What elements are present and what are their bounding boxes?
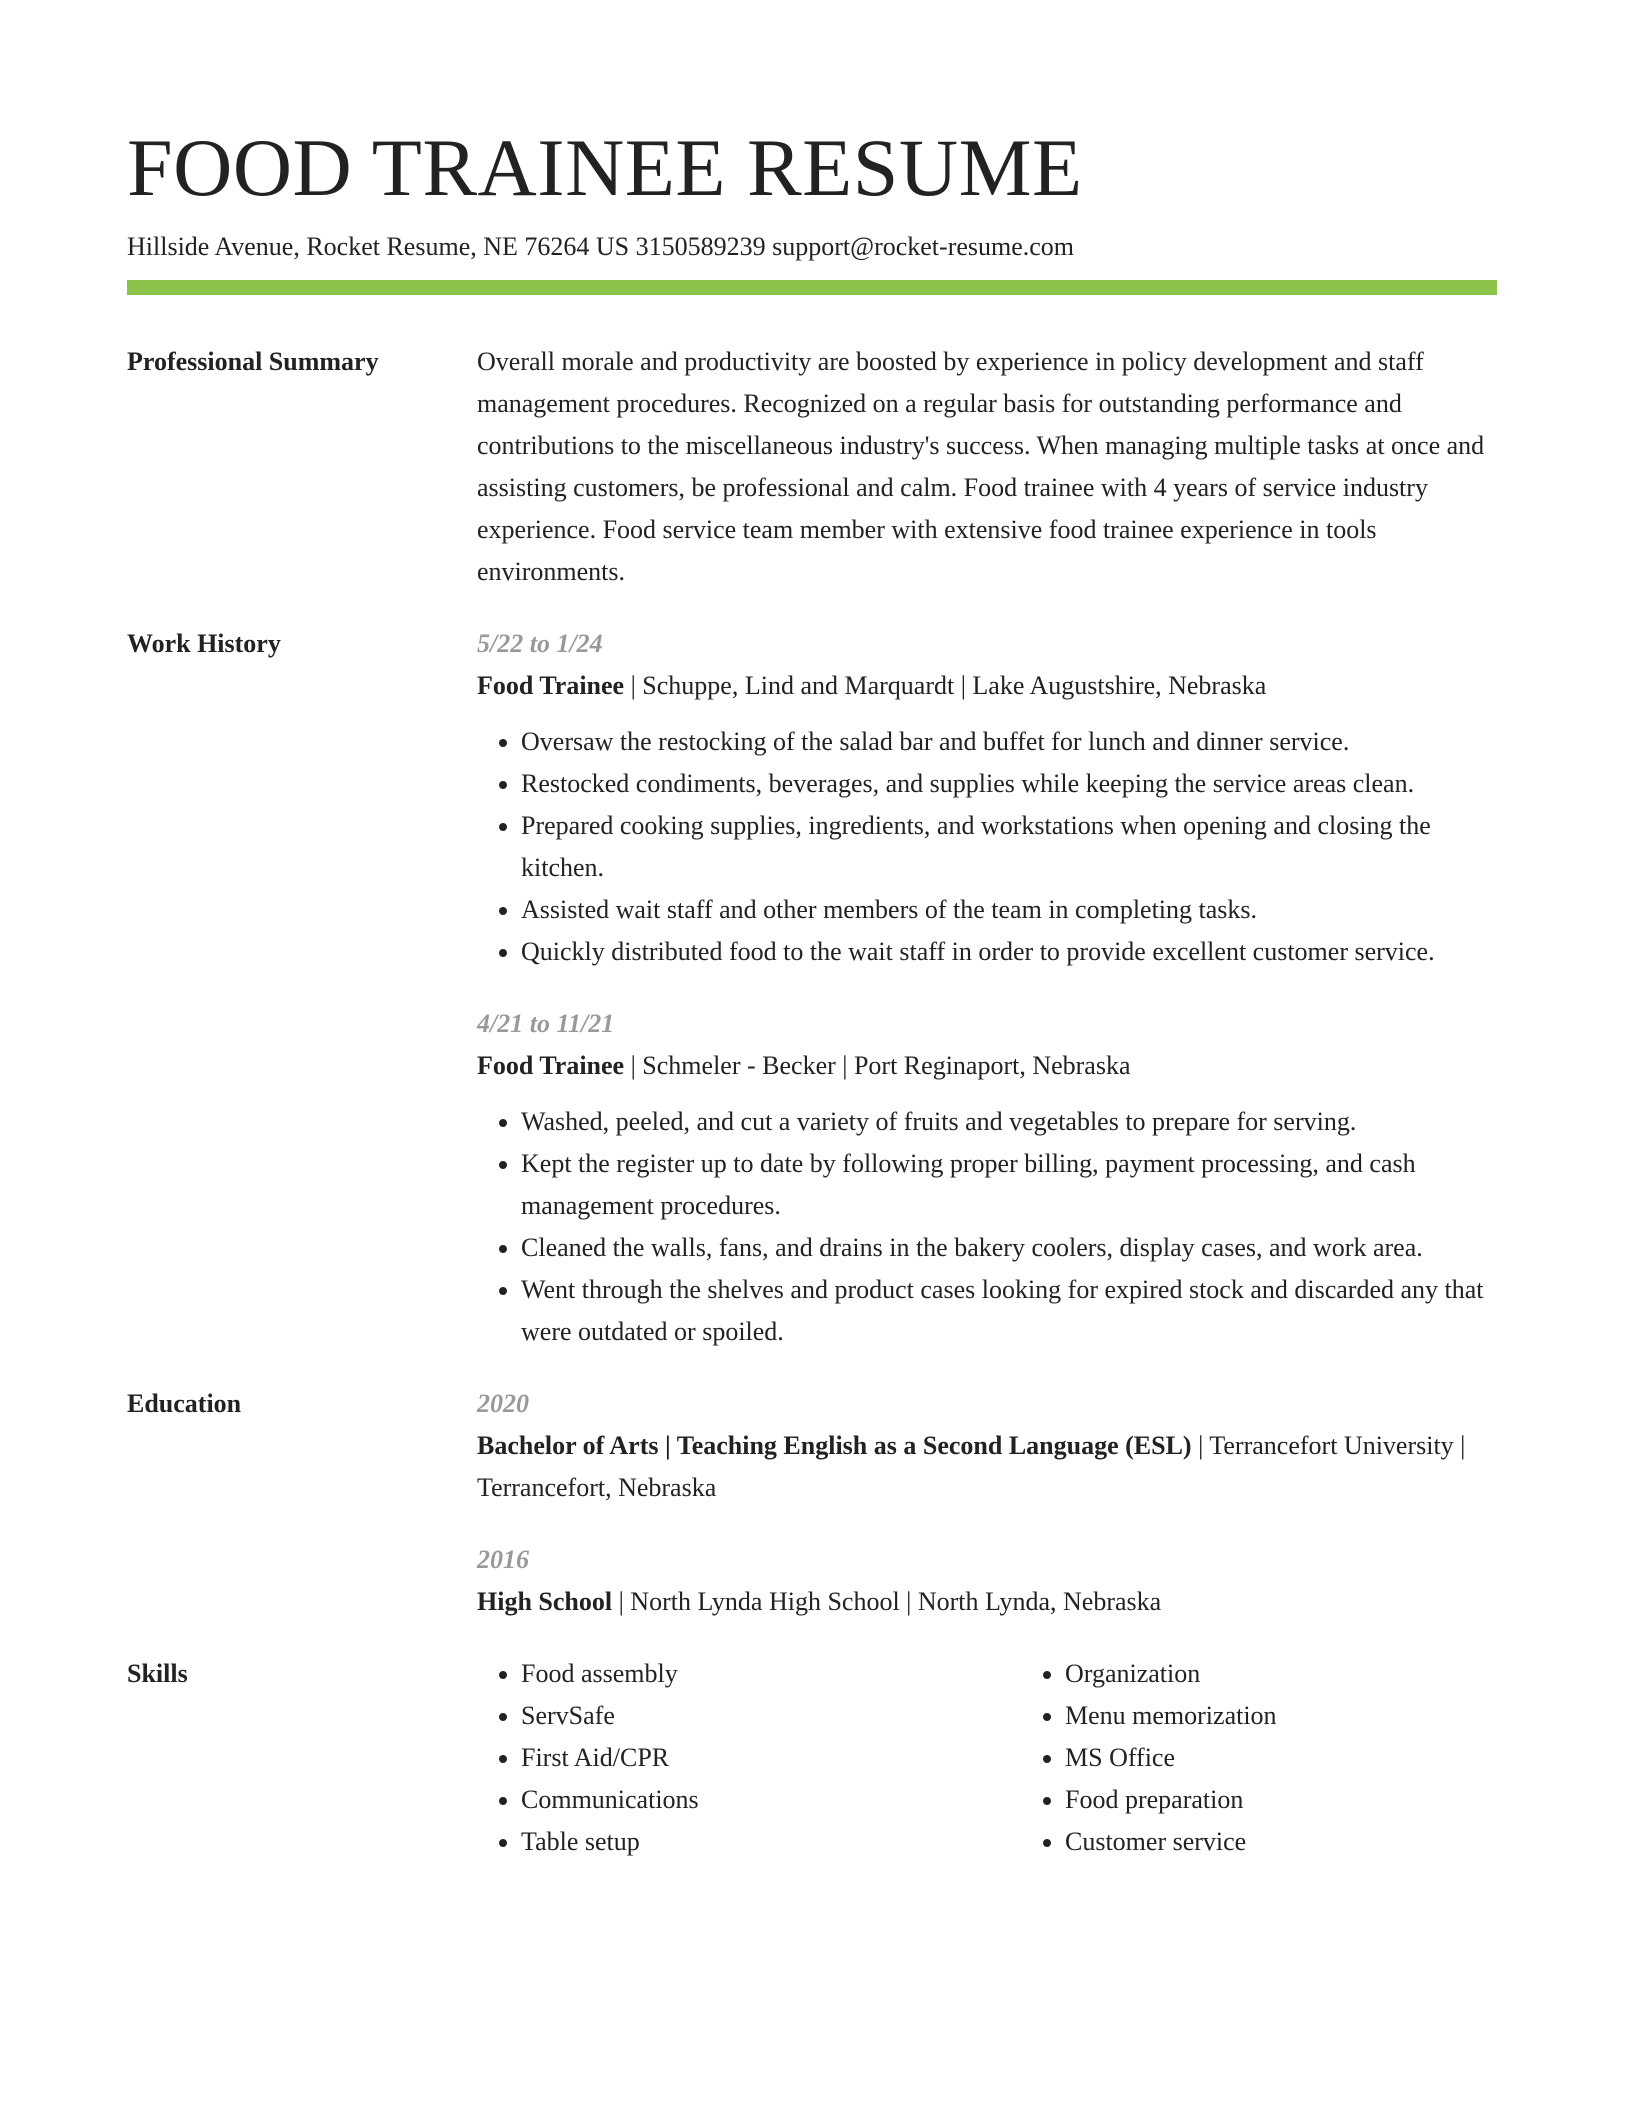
education-heading [477,1581,1497,1623]
job-dates: 5/22 to 1/24 [477,629,603,658]
section-label-summary: Professional Summary [127,347,379,376]
list-item: • Prepared cooking supplies, ingredients, and workstations when opening and closing the kitchen. [521,805,1497,889]
skill-item: • First Aid/CPR [521,1737,1021,1779]
education-entry [477,1539,1497,1623]
skill-item: • Food assembly [521,1653,1021,1695]
skills-list-left [477,1653,1021,1863]
degree-title: High School [477,1587,613,1616]
education-section [127,1383,1497,1623]
job-details: | Schuppe, Lind and Marquardt | Lake Augustshire, Nebraska [624,671,1267,700]
education-entry [477,1383,1497,1509]
skill-item: • Menu memorization [1065,1695,1565,1737]
job-title: Food Trainee [477,1051,625,1080]
skill-item: • Food preparation [1065,1779,1565,1821]
list-item: • Quickly distributed food to the wait staff in order to provide excellent customer service. [521,931,1497,973]
skill-item: • ServSafe [521,1695,1021,1737]
resume-page [127,118,1497,1863]
job-heading [477,1045,1497,1087]
summary-section [127,341,1497,593]
list-item: • Cleaned the walls, fans, and drains in the bakery coolers, display cases, and work area. [521,1227,1497,1269]
list-item: • Washed, peeled, and cut a variety of fruits and vegetables to prepare for serving. [521,1101,1497,1143]
job-bullets [477,721,1497,973]
education-heading [477,1425,1497,1509]
job-entry [477,623,1497,973]
contact-line: Hillside Avenue, Rocket Resume, NE 76264 US 3150589239 support@rocket-resume.com [127,232,1075,261]
job-dates: 4/21 to 11/21 [477,1009,615,1038]
degree-title: Bachelor of Arts | Teaching English as a Second Language (ESL) [477,1431,1192,1460]
job-entry [477,1003,1497,1353]
list-item: • Went through the shelves and product cases looking for expired stock and discarded any that were outdated or spoiled. [521,1269,1497,1353]
skill-item: • Table setup [521,1821,1021,1863]
skills-list-right [1021,1653,1565,1863]
section-label-work-history: Work History [127,629,281,658]
skill-item: • Organization [1065,1653,1565,1695]
skill-item: • MS Office [1065,1737,1565,1779]
education-year: 2020 [477,1389,529,1418]
job-heading [477,665,1497,707]
job-bullets [477,1101,1497,1353]
skill-item: • Customer service [1065,1821,1565,1863]
section-label-skills: Skills [127,1659,188,1688]
education-details: | Terrancefort University | Terrancefort, Nebraska [477,1431,1466,1502]
list-item: • Assisted wait staff and other members of the team in completing tasks. [521,889,1497,931]
list-item: • Restocked condiments, beverages, and supplies while keeping the service areas clean. [521,763,1497,805]
summary-text: Overall morale and productivity are boosted by experience in policy development and staff management procedures. Recognized on a regular basis for outstanding performance and contributions to the miscellaneous industry's success. When managing multiple tasks at once and assisting customers, be professional and calm. Food trainee with 4 years of service industry experience. Food service team member with extensive food trainee experience in tools environments. [477,347,1485,586]
skills-section [127,1653,1497,1863]
work-history-section [127,623,1497,1353]
job-title: Food Trainee [477,671,625,700]
skill-item: • Communications [521,1779,1021,1821]
education-year: 2016 [477,1545,529,1574]
education-details: | North Lynda High School | North Lynda, Nebraska [612,1587,1162,1616]
list-item: • Oversaw the restocking of the salad bar and buffet for lunch and dinner service. [521,721,1497,763]
job-details: | Schmeler - Becker | Port Reginaport, Nebraska [624,1051,1131,1080]
resume-title: FOOD TRAINEE RESUME [127,122,1083,213]
section-label-education: Education [127,1389,242,1418]
accent-divider [127,280,1497,295]
list-item: • Kept the register up to date by following proper billing, payment processing, and cash management procedures. [521,1143,1497,1227]
